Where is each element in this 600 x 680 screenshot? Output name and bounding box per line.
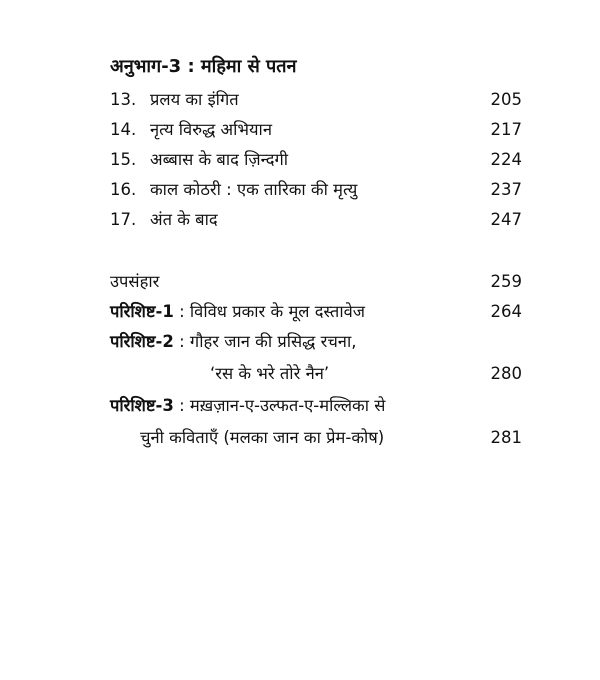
appendix-entry <box>110 328 356 356</box>
chapter-title: प्रलय का इंगित <box>150 90 239 109</box>
page-number: 264 <box>490 302 522 321</box>
toc-entry-13 <box>110 86 522 114</box>
chapter-number: 14. <box>110 120 137 139</box>
epilogue-title: उपसंहार <box>110 272 160 291</box>
chapter-number: 15. <box>110 150 137 169</box>
chapter-number: 16. <box>110 180 137 199</box>
appendix-entry <box>110 298 365 326</box>
appendix-title: : गौहर जान की प्रसिद्ध रचना, <box>173 332 357 351</box>
appendix-title: : विविध प्रकार के मूल दस्तावेज <box>173 302 366 321</box>
toc-entry-15 <box>110 146 522 174</box>
appendix-label: परिशिष्ट-2 <box>110 332 174 351</box>
chapter-number: 13. <box>110 90 137 109</box>
appendix-title: : मख़ज़ान-ए-उल्फत-ए-मल्लिका से <box>173 396 386 415</box>
chapter-title: अब्बास के बाद ज़िन्दगी <box>150 150 289 169</box>
page-number: 224 <box>490 150 522 169</box>
page-number: 237 <box>490 180 522 199</box>
toc-entry-16 <box>110 176 522 204</box>
toc-entry-appendix-3-cont <box>110 424 522 452</box>
toc-entry-epilogue <box>110 268 522 296</box>
chapter-title: अंत के बाद <box>150 210 218 229</box>
toc-entry-17 <box>110 206 522 234</box>
chapter-title: काल कोठरी : एक तारिका की मृत्यु <box>150 180 358 199</box>
page-number: 217 <box>490 120 522 139</box>
appendix-label: परिशिष्ट-1 <box>110 302 174 321</box>
page-number: 247 <box>490 210 522 229</box>
page-number: 280 <box>490 364 522 383</box>
appendix-title-continuation: ‘रस के भरे तोरे नैन’ <box>210 364 330 383</box>
page-number: 205 <box>490 90 522 109</box>
appendix-entry <box>110 392 385 420</box>
page-number: 259 <box>490 272 522 291</box>
chapter-number: 17. <box>110 210 137 229</box>
toc-entry-14 <box>110 116 522 144</box>
appendix-title-continuation: चुनी कविताएँ (मलका जान का प्रेम-कोष) <box>140 428 385 447</box>
toc-entry-appendix-2-cont <box>110 360 522 388</box>
toc-entry-appendix-1 <box>110 298 522 326</box>
appendix-label: परिशिष्ट-3 <box>110 396 174 415</box>
toc-entry-appendix-3 <box>110 392 522 420</box>
toc-entry-appendix-2 <box>110 328 522 356</box>
section-heading: अनुभाग-3 : महिमा से पतन <box>110 56 297 77</box>
chapter-title: नृत्य विरुद्ध अभियान <box>150 120 272 139</box>
page-number: 281 <box>490 428 522 447</box>
